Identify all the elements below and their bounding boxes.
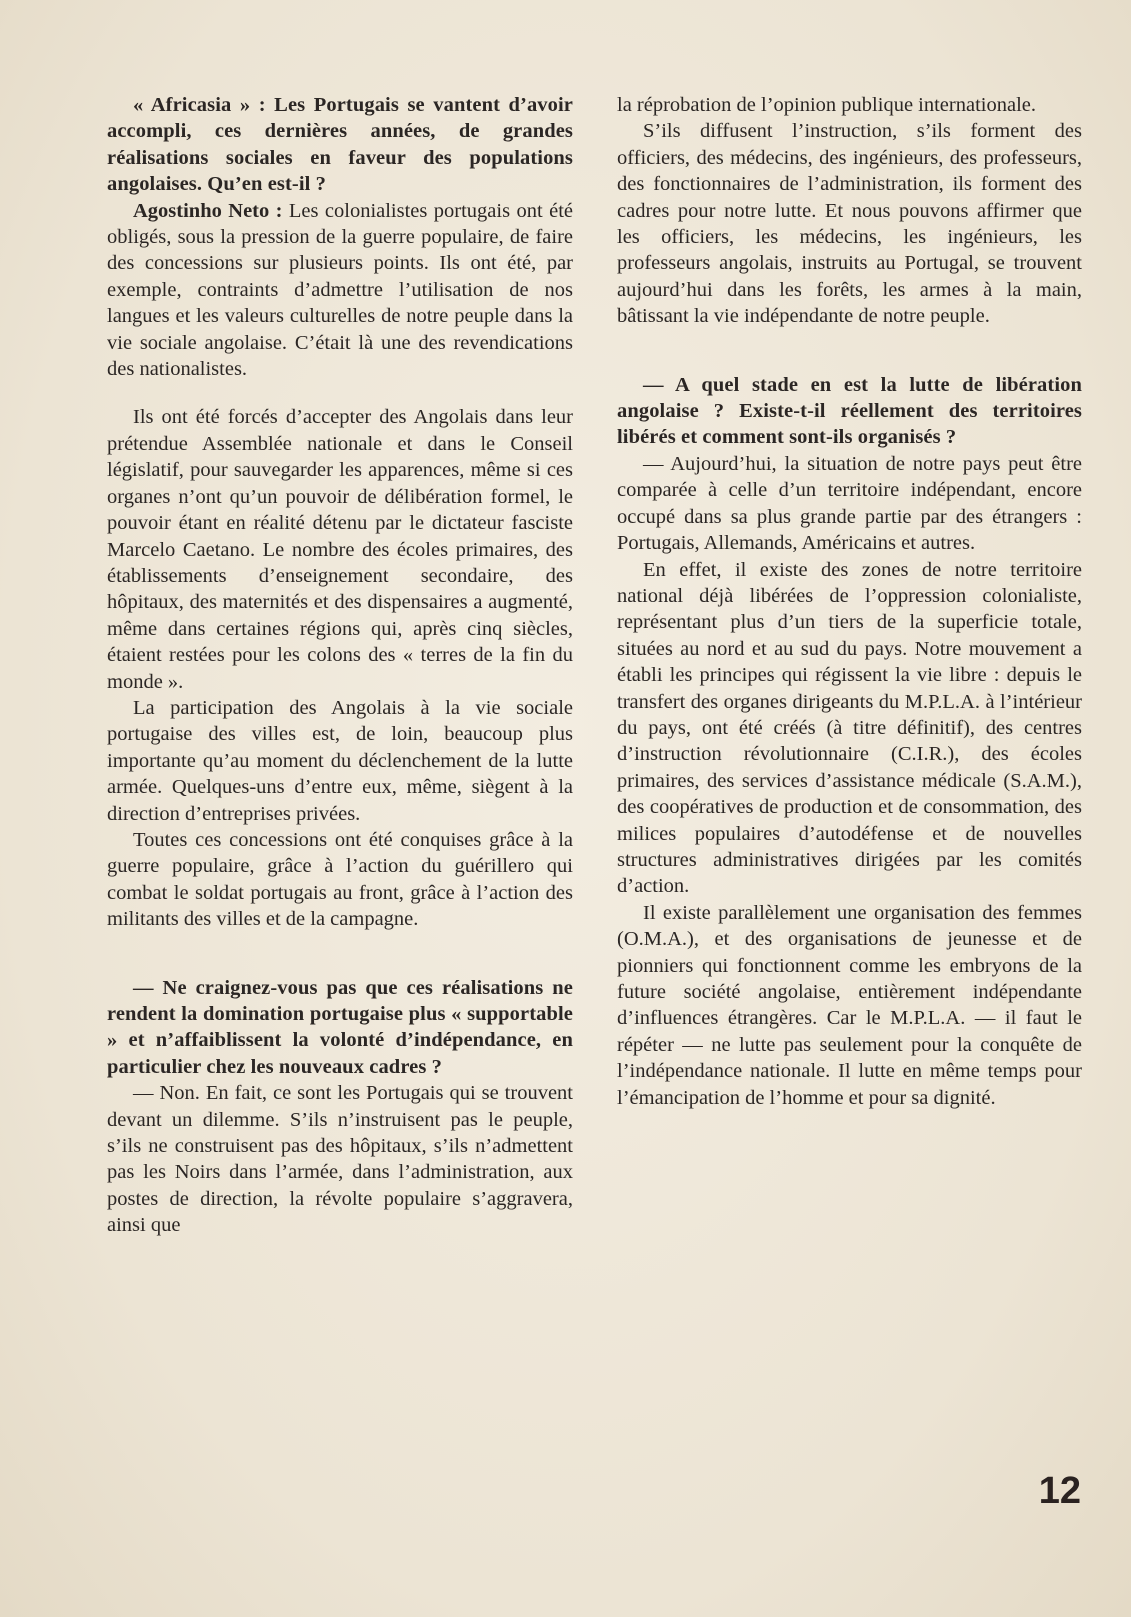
answer-paragraph-7: — Aujourd’hui, la situation de notre pays peut être comparée à celle d’un territoire indépendant, encore occupé dans sa plus grande partie par des étrangers : Portugais, Allemands, Américains et autres. (617, 452, 1082, 555)
interview-question-2: — Ne craignez-vous pas que ces réalisations ne rendent la domination portugaise plus « supportable » et n’affaiblissent la volonté d’indépendance, en particulier chez les nouveaux cadres ? (107, 976, 573, 1078)
left-column (107, 92, 573, 1239)
speaker-name: Agostinho Neto : (133, 199, 283, 222)
answer-paragraph-6: S’ils diffusent l’instruction, s’ils forment des officiers, des médecins, des ingénieurs, des professeurs, des fonctionnaires de l’administration, ils forment des cadres pour notre lutte. Et nous pouvons affirmer que les officiers, les médecins, les ingénieurs, les professeurs angolais, instruits au Portugal, se trouvent aujourd’hui dans les forêts, les armes à la main, bâtissant la vie indépendante de notre peuple. (617, 120, 1082, 328)
answer-paragraph-2: Ils ont été forcés d’accepter des Angolais dans leur prétendue Assemblée nationale et dans le Conseil législatif, pour sauvegarder les apparences, même si ces organes n’ont qu’un pouvoir de délibération formel, le pouvoir étant en réalité détenu par le dictateur fasciste Marcelo Caetano. Le nombre des écoles primaires, des établissements d’enseignement secondaire, des hôpitaux, des maternités et des dispensaires a augmenté, même dans certaines régions qui, après cinq siècles, étaient restées pour les colons des « terres de la fin du monde ». (107, 406, 573, 693)
answer-paragraph-4: Toutes ces concessions ont été conquises grâce à la guerre populaire, grâce à l’action du guérillero qui combat le soldat portugais au front, grâce à l’action des militants des villes et de la campagne. (107, 828, 573, 931)
answer-paragraph-9: Il existe parallèlement une organisation des femmes (O.M.A.), et des organisations de jeunesse et de pionniers qui fonctionnent comme les embryons de la future société angolaise, entièrement indépendante d’influences étrangères. Car le M.P.L.A. — il faut le répéter — ne lutte pas seulement pour la conquête de l’indépendance nationale. Il lutte en même temps pour l’émancipation de l’homme et pour sa dignité. (617, 901, 1082, 1109)
answer-paragraph-3: La participation des Angolais à la vie sociale portugaise des villes est, de loin, beaucoup plus importante qu’au moment du déclenchement de la lutte armée. Quelques-uns d’entre eux, même, siègent à la direction d’entreprises privées. (107, 696, 573, 825)
answer-paragraph-1 (107, 198, 573, 383)
interview-question-3: — A quel stade en est la lutte de libération angolaise ? Existe-t-il réellement des territoires libérés et comment sont-ils organisés ? (617, 373, 1082, 449)
answer-text-1: Les colonialistes portugais ont été obligés, sous la pression de la guerre populaire, de faire des concessions sur plusieurs points. Ils ont été, par exemple, contraints d’admettre l’utilisation de nos langues et les valeurs culturelles de notre peuple dans la vie sociale angolaise. C’était là une des revendications des nationalistes. (107, 199, 573, 381)
interview-question-1: « Africasia » : Les Portugais se vantent d’avoir accompli, ces dernières années, de grandes réalisations sociales en faveur des populations angolaises. Qu’en est-il ? (107, 94, 573, 196)
answer-paragraph-8: En effet, il existe des zones de notre territoire national déjà libérées de l’oppression colonialiste, représentant plus d’un tiers de la superficie totale, situées au nord et au sud du pays. Notre mouvement a établi les principes qui régissent la vie libre : depuis le transfert des organes dirigeants du M.P.L.A. à l’intérieur du pays, ont été créés (à titre définitif), des centres d’instruction révolutionnaire (C.I.R.), des écoles primaires, des services d’assistance médicale (S.A.M.), des coopératives de production et de consommation, des milices populaires d’autodéfense et de nouvelles structures administratives dirigées par les comités d’action. (617, 558, 1082, 898)
right-column (617, 92, 1082, 1111)
page-number: 12 (1038, 1470, 1081, 1512)
continuation-paragraph: la réprobation de l’opinion publique internationale. (617, 94, 1036, 116)
answer-paragraph-5: — Non. En fait, ce sont les Portugais qui se trouvent devant un dilemme. S’ils n’instruisent pas le peuple, s’ils ne construisent pas des hôpitaux, s’ils n’admettent pas les Noirs dans l’armée, dans l’administration, aux postes de direction, la révolte populaire s’aggravera, ainsi que (107, 1082, 573, 1237)
